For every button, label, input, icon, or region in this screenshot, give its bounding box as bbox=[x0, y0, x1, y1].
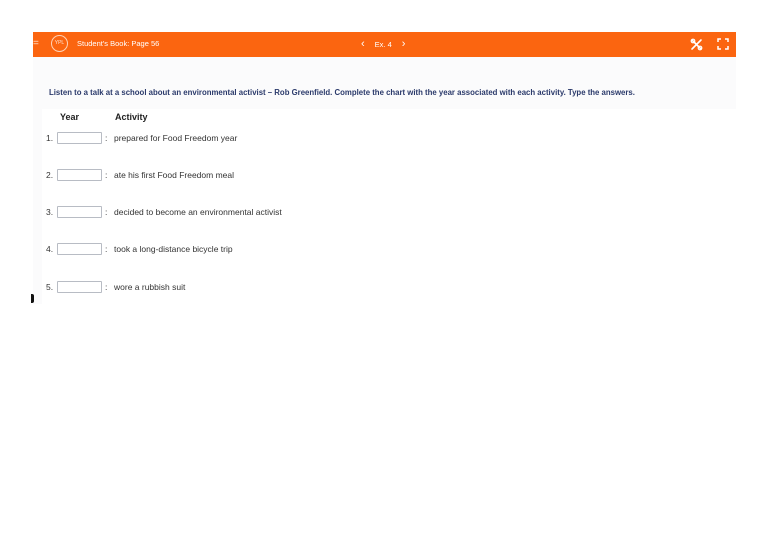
exercise-label: Ex. 4 bbox=[374, 39, 392, 49]
book-page-title: Student's Book: Page 56 bbox=[77, 39, 160, 48]
table-row bbox=[46, 168, 234, 182]
exercise-navigation bbox=[361, 37, 405, 51]
tools-icon[interactable] bbox=[690, 38, 703, 51]
row-separator: : bbox=[105, 133, 108, 143]
exercise-window bbox=[33, 32, 736, 304]
table-row bbox=[46, 131, 237, 145]
table-row bbox=[46, 242, 233, 256]
row-separator: : bbox=[105, 207, 108, 217]
exercise-instructions: Listen to a talk at a school about an environmental activist – Rob Greenfield. Complete the chart with the year associated with each activity. Type the answers. bbox=[49, 88, 635, 97]
top-toolbar bbox=[33, 32, 736, 57]
year-column-header: Year bbox=[60, 112, 80, 122]
year-input[interactable] bbox=[57, 169, 102, 181]
year-input[interactable] bbox=[57, 206, 102, 218]
row-number: 5. bbox=[46, 282, 54, 292]
year-input[interactable] bbox=[57, 243, 102, 255]
side-panel-handle[interactable] bbox=[31, 294, 34, 303]
row-separator: : bbox=[105, 244, 108, 254]
prev-exercise-button[interactable]: ‹ bbox=[361, 38, 365, 50]
activity-column-header: Activity bbox=[115, 112, 148, 122]
answer-chart bbox=[42, 109, 736, 304]
row-separator: : bbox=[105, 282, 108, 292]
table-row bbox=[46, 205, 282, 219]
row-number: 1. bbox=[46, 133, 54, 143]
activity-text: wore a rubbish suit bbox=[114, 282, 186, 292]
activity-text: decided to become an environmental activist bbox=[114, 207, 282, 217]
year-input[interactable] bbox=[57, 281, 102, 293]
year-input[interactable] bbox=[57, 132, 102, 144]
row-number: 3. bbox=[46, 207, 54, 217]
next-exercise-button[interactable]: › bbox=[401, 38, 406, 50]
row-separator: : bbox=[105, 170, 108, 180]
row-number: 4. bbox=[46, 244, 54, 254]
fullscreen-icon[interactable] bbox=[717, 38, 729, 50]
activity-text: took a long-distance bicycle trip bbox=[114, 244, 233, 254]
activity-text: prepared for Food Freedom year bbox=[114, 133, 238, 143]
menu-icon[interactable]: = bbox=[33, 38, 39, 49]
activity-text: ate his first Food Freedom meal bbox=[114, 170, 234, 180]
row-number: 2. bbox=[46, 170, 54, 180]
logo-icon[interactable]: YPL bbox=[51, 35, 68, 52]
table-row bbox=[46, 280, 185, 294]
